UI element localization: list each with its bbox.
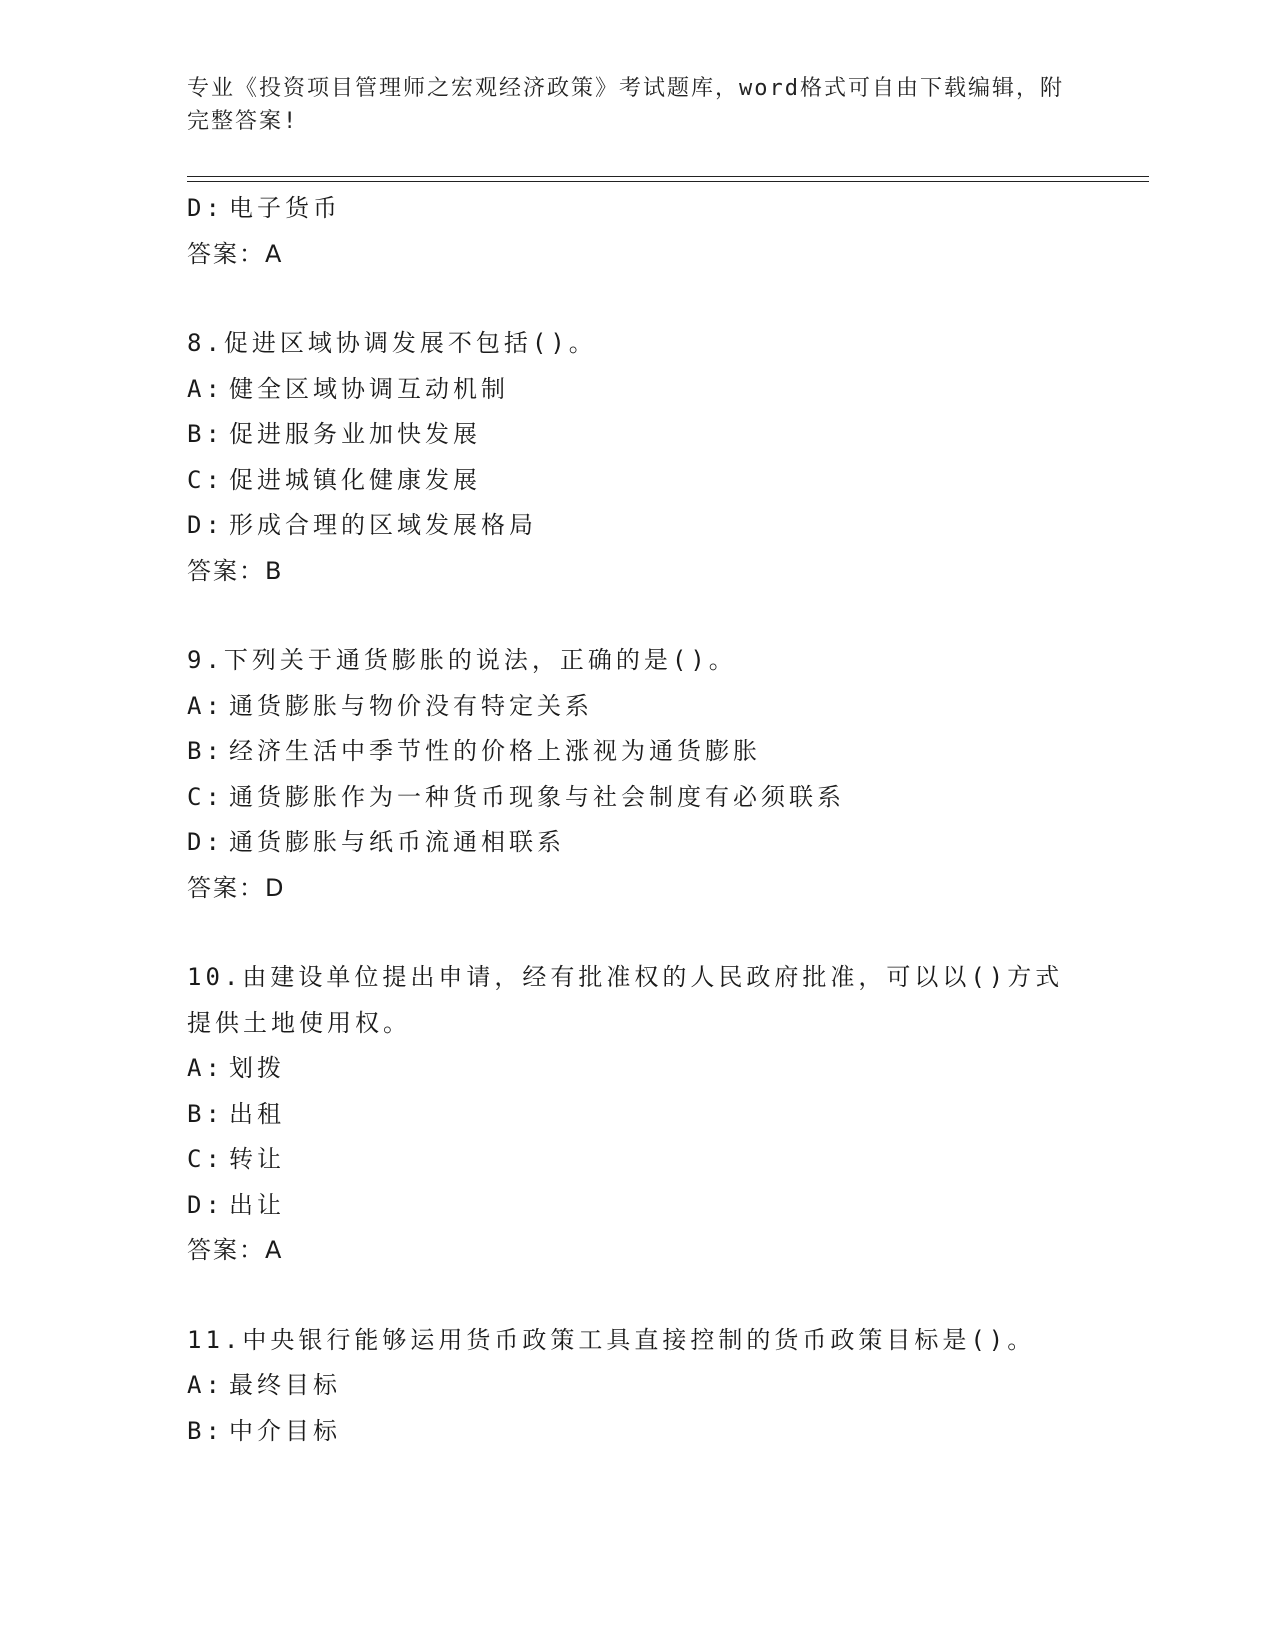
option-b [187,729,1087,775]
option-b [187,1409,1087,1455]
document-header [187,72,1067,138]
option-key: C: [187,1145,224,1173]
option-key: C: [187,782,224,811]
question-block [187,955,1087,1274]
option-text: 划拨 [229,1054,285,1082]
option-text: 最终目标 [229,1371,341,1399]
option-key: D: [187,511,224,539]
block-spacer [187,1274,1087,1318]
option-d [187,1183,1087,1229]
option-key: B: [187,420,224,448]
option-text: 形成合理的区域发展格局 [229,511,537,539]
answer-line: 答案：A [187,239,284,268]
option-b [187,412,1087,458]
question-list [187,186,1087,1454]
option-key: A: [187,374,224,403]
option-c [187,458,1087,504]
option-text: 通货膨胀与纸币流通相联系 [229,828,565,856]
option-b [187,1092,1087,1138]
option-text: 经济生活中季节性的价格上涨视为通货膨胀 [229,737,761,765]
option-d [187,186,1087,232]
answer-line: 答案：D [187,873,286,902]
option-a [187,1363,1087,1409]
question-block [187,321,1087,594]
option-text: 促进城镇化健康发展 [229,465,481,494]
answer-line: 答案：B [187,556,284,585]
block-spacer [187,911,1087,955]
option-text: 通货膨胀作为一种货币现象与社会制度有必须联系 [229,782,845,811]
answer-line: 答案：A [187,1236,284,1264]
option-a [187,367,1087,413]
option-text: 出让 [229,1190,285,1219]
option-a [187,684,1087,730]
header-text: 专业《投资项目管理师之宏观经济政策》考试题库，word格式可自由下载编辑，附完整答案! [187,76,1064,134]
option-key: C: [187,465,224,494]
question-text: 11.中央银行能够运用货币政策工具直接控制的货币政策目标是()。 [187,1325,1036,1354]
option-text: 转让 [229,1145,285,1173]
option-text: 健全区域协调互动机制 [229,374,509,403]
option-key: B: [187,1416,224,1445]
option-key: A: [187,1371,224,1399]
question-text: 8.促进区域协调发展不包括()。 [187,329,597,357]
block-spacer [187,277,1087,321]
option-key: A: [187,691,224,720]
option-text: 通货膨胀与物价没有特定关系 [229,691,593,720]
option-a [187,1046,1087,1092]
option-c [187,775,1087,821]
option-key: D: [187,1190,224,1219]
option-text: 促进服务业加快发展 [229,420,481,448]
option-key: B: [187,1099,224,1128]
question-block [187,638,1087,911]
option-key: D: [187,828,224,856]
option-text: 出租 [229,1099,285,1128]
option-key: B: [187,737,224,765]
option-c [187,1137,1087,1183]
question-block [187,1318,1087,1455]
option-key: D: [187,194,224,222]
option-text: 中介目标 [229,1416,341,1445]
question-block [187,186,1087,277]
question-text: 10.由建设单位提出申请，经有批准权的人民政府批准，可以以()方式提供土地使用权。 [187,963,1064,1037]
header-rule-top [187,176,1149,177]
option-key: A: [187,1054,224,1082]
question-text: 9.下列关于通货膨胀的说法，正确的是()。 [187,646,737,674]
header-rule-bottom [187,181,1149,182]
option-text: 电子货币 [229,194,341,222]
option-d [187,820,1087,866]
option-d [187,503,1087,549]
block-spacer [187,594,1087,638]
